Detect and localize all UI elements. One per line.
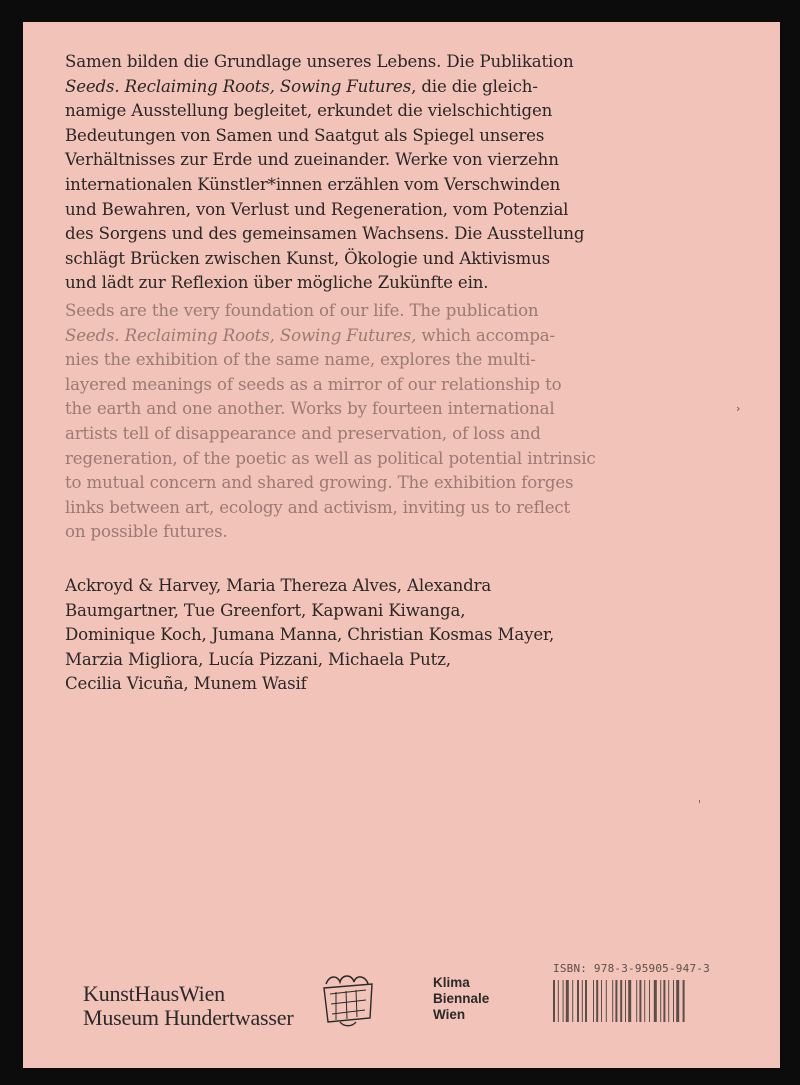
text-line: regeneration, of the poetic as well as political potential intrinsic <box>65 448 596 468</box>
barcode-bar <box>566 980 569 1022</box>
barcode-bar <box>601 980 602 1022</box>
artist-list <box>65 574 735 697</box>
barcode-bar <box>660 980 661 1022</box>
isbn-number: ISBN: 978-3-95905-947-3 <box>553 962 710 975</box>
barcode-bar <box>654 980 657 1022</box>
text-line: des Sorgens und des gemeinsamen Wachsens. Die Ausstellung <box>65 224 585 244</box>
barcode-bar <box>625 980 626 1022</box>
barcode <box>553 980 725 1022</box>
barcode-bar <box>644 980 645 1022</box>
text-line <box>65 75 735 100</box>
text-line: Verhältnisses zur Erde und zueinander. Werke von vierzehn <box>65 150 559 170</box>
klima-biennale-logo <box>433 975 489 1023</box>
specks-mark: ' <box>698 798 702 811</box>
text-fragment: , die die gleich- <box>411 76 538 96</box>
barcode-bar <box>553 980 555 1022</box>
kunsthauswien-seal-logo <box>316 970 380 1028</box>
text-line <box>65 324 735 349</box>
barcode-bar <box>563 980 564 1022</box>
logo-line: Klima <box>433 975 470 990</box>
text-fragment: which accompa- <box>416 325 556 345</box>
barcode-bar <box>558 980 559 1022</box>
barcode-bar <box>668 980 669 1022</box>
artist-line: Baumgartner, Tue Greenfort, Kapwani Kiwanga, <box>65 600 466 620</box>
barcode-bar <box>639 980 641 1022</box>
barcode-bar <box>663 980 665 1022</box>
publication-title: Seeds. Reclaiming Roots, Sowing Futures, <box>65 325 417 345</box>
barcode-bar <box>577 980 579 1022</box>
text-line: Samen bilden die Grundlage unseres Lebens. Die Publikation <box>65 52 574 71</box>
barcode-bar <box>620 980 622 1022</box>
text-line: Seeds are the very foundation of our life. The publication <box>65 301 539 320</box>
barcode-bar <box>612 980 613 1022</box>
text-line: to mutual concern and shared growing. The exhibition forges <box>65 473 574 493</box>
text-line: links between art, ecology and activism, inviting us to reflect <box>65 497 571 517</box>
barcode-bar <box>585 980 587 1022</box>
kunsthauswien-logo <box>83 982 293 1030</box>
text-line: layered meanings of seeds as a mirror of our relationship to <box>65 374 562 394</box>
barcode-bar <box>593 980 594 1022</box>
text-line: schlägt Brücken zwischen Kunst, Ökologie und Aktivismus <box>65 248 551 268</box>
barcode-bar <box>673 980 674 1022</box>
barcode-bar <box>606 980 607 1022</box>
logo-line: Wien <box>433 1007 466 1022</box>
barcode-bar <box>683 980 685 1022</box>
artist-line: Cecilia Vicuña, Munem Wasif <box>65 674 307 694</box>
barcode-bar <box>636 980 637 1022</box>
artist-line: Marzia Migliora, Lucía Pizzani, Michaela Putz, <box>65 649 451 669</box>
barcode-bar <box>572 980 573 1022</box>
barcode-bar <box>628 980 631 1022</box>
text-line: nies the exhibition of the same name, explores the multi- <box>65 350 536 370</box>
barcode-bar <box>582 980 583 1022</box>
text-line: artists tell of disappearance and preservation, of loss and <box>65 423 541 443</box>
publication-title: Seeds. Reclaiming Roots, Sowing Futures <box>65 76 412 96</box>
barcode-bar <box>649 980 650 1022</box>
text-line: Bedeutungen von Samen und Saatgut als Spiegel unseres <box>65 125 545 145</box>
barcode-bar <box>676 980 679 1022</box>
english-description <box>65 299 735 545</box>
text-line: und Bewahren, von Verlust und Regeneration, vom Potenzial <box>65 199 569 219</box>
specks-mark: › <box>736 402 741 415</box>
logo-line: KunstHausWien <box>83 981 225 1006</box>
barcode-bar <box>596 980 598 1022</box>
text-line: internationalen Künstler*innen erzählen vom Verschwinden <box>65 174 561 194</box>
artist-line: Dominique Koch, Jumana Manna, Christian Kosmas Mayer, <box>65 625 555 645</box>
logo-line: Biennale <box>433 991 490 1006</box>
text-line: on possible futures. <box>65 522 228 542</box>
artist-line: Ackroyd & Harvey, Maria Thereza Alves, Alexandra <box>65 576 492 595</box>
text-line: namige Ausstellung begleitet, erkundet die vielschichtigen <box>65 101 553 121</box>
text-line: und lädt zur Reflexion über mögliche Zukünfte ein. <box>65 273 489 293</box>
german-description <box>65 50 735 296</box>
text-line: the earth and one another. Works by fourteen international <box>65 399 555 419</box>
logo-line: Museum Hundertwasser <box>83 1005 294 1030</box>
barcode-bar <box>615 980 617 1022</box>
